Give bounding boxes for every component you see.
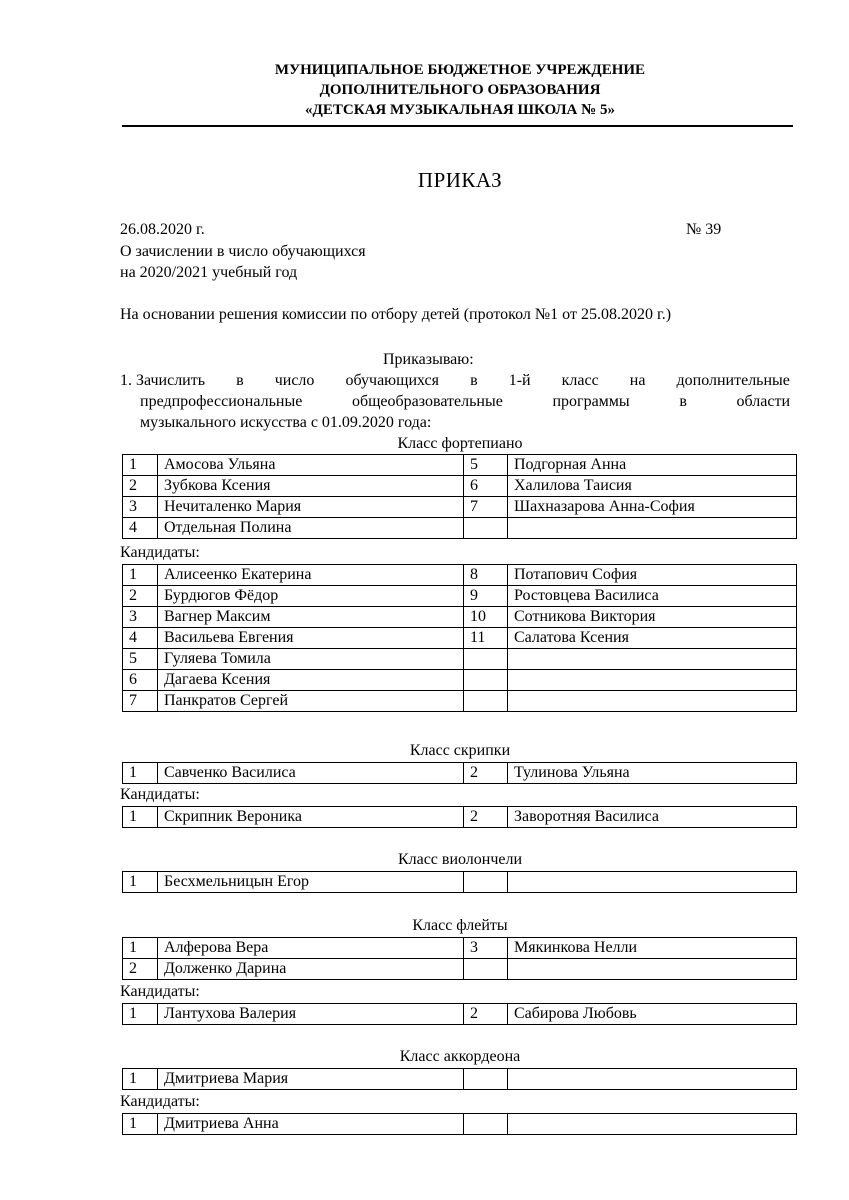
item1-line-1 [120, 371, 790, 391]
row-number: 3 [123, 497, 158, 518]
item1-line-2 [140, 392, 790, 412]
table-row [123, 518, 797, 539]
row-number: 1 [123, 1114, 158, 1135]
student-name: Долженко Дарина [158, 959, 464, 980]
student-name: Алисеенко Екатерина [158, 565, 464, 586]
row-number [464, 872, 508, 893]
student-name: Подгорная Анна [508, 455, 797, 476]
order-date: 26.08.2020 г. [120, 221, 205, 238]
row-number: 3 [123, 607, 158, 628]
row-number: 1 [123, 1069, 158, 1090]
table-row [123, 497, 797, 518]
row-number: 1 [123, 938, 158, 959]
accordion-candidates-table [122, 1113, 797, 1135]
class-title-piano: Класс фортепиано [397, 435, 523, 452]
student-name [508, 670, 797, 691]
class-title-violin: Класс скрипки [409, 742, 511, 759]
row-number: 10 [464, 607, 508, 628]
table-row [123, 670, 797, 691]
table-row [123, 649, 797, 670]
student-name [508, 872, 797, 893]
table-row [123, 607, 797, 628]
row-number: 1 [123, 565, 158, 586]
table-row [123, 691, 797, 712]
table-row [123, 1114, 797, 1135]
basis-text: На основании решения комиссии по отбору детей (протокол №1 от 25.08.2020 г.) [120, 306, 672, 323]
table-row [123, 476, 797, 497]
student-name: Савченко Василиса [158, 763, 464, 784]
order-word: Приказываю: [383, 351, 474, 368]
row-number [464, 1069, 508, 1090]
row-number: 1 [123, 807, 158, 828]
subject-line-1: О зачислении в число обучающихся [120, 243, 366, 260]
row-number: 5 [464, 455, 508, 476]
table-row [123, 565, 797, 586]
word: в [236, 372, 244, 389]
table-row [123, 807, 797, 828]
student-name: Амосова Ульяна [158, 455, 464, 476]
student-name: Ростовцева Василиса [508, 586, 797, 607]
row-number: 2 [123, 586, 158, 607]
student-name: Бесхмельницын Егор [158, 872, 464, 893]
student-name: Халилова Таисия [508, 476, 797, 497]
row-number: 1 [123, 872, 158, 893]
student-name: Алферова Вера [158, 938, 464, 959]
student-name: Салатова Ксения [508, 628, 797, 649]
table-row [123, 938, 797, 959]
violin-candidates-table [122, 806, 797, 828]
student-name: Мякинкова Нелли [508, 938, 797, 959]
row-number: 1 [123, 763, 158, 784]
row-number: 4 [123, 628, 158, 649]
row-number: 1 [123, 1004, 158, 1025]
piano-candidates-table [122, 564, 797, 712]
row-number: 4 [123, 518, 158, 539]
table-row [123, 455, 797, 476]
word: число [274, 372, 315, 389]
row-number: 7 [123, 691, 158, 712]
table-row [123, 586, 797, 607]
student-name: Дагаева Ксения [158, 670, 464, 691]
word: в [679, 393, 687, 410]
org-line-1: МУНИЦИПАЛЬНОЕ БЮДЖЕТНОЕ УЧРЕЖДЕНИЕ [274, 62, 646, 78]
word: в [470, 372, 478, 389]
word: 1-й [508, 372, 531, 389]
row-number: 2 [464, 763, 508, 784]
student-name: Гуляева Томила [158, 649, 464, 670]
table-row [123, 628, 797, 649]
row-number: 1 [123, 455, 158, 476]
student-name: Заворотняя Василиса [508, 807, 797, 828]
word: дополнительные [676, 372, 790, 389]
student-name [508, 1069, 797, 1090]
cello-table [122, 871, 797, 893]
row-number: 2 [123, 476, 158, 497]
piano-table [122, 454, 797, 539]
word: области [736, 393, 790, 410]
student-name [508, 959, 797, 980]
student-name: Шахназарова Анна-София [508, 497, 797, 518]
student-name [508, 1114, 797, 1135]
order-number: № 39 [686, 221, 722, 238]
table-row [123, 1004, 797, 1025]
candidates-label-flute: Кандидаты: [120, 983, 200, 1000]
student-name: Панкратов Сергей [158, 691, 464, 712]
header-divider [122, 125, 793, 127]
class-title-flute: Класс флейты [412, 917, 508, 934]
subject-line-2: на 2020/2021 учебный год [120, 264, 298, 281]
student-name: Потапович София [508, 565, 797, 586]
violin-table [122, 762, 797, 784]
row-number: 5 [123, 649, 158, 670]
student-name [508, 649, 797, 670]
row-number: 6 [464, 476, 508, 497]
row-number [464, 691, 508, 712]
student-name: Скрипник Вероника [158, 807, 464, 828]
student-name: Нечиталенко Мария [158, 497, 464, 518]
item1-line-3: музыкального искусства с 01.09.2020 года: [140, 414, 432, 431]
flute-candidates-table [122, 1003, 797, 1025]
row-number: 7 [464, 497, 508, 518]
row-number [464, 670, 508, 691]
word: программы [552, 393, 630, 410]
organization-header [120, 60, 800, 120]
candidates-label-piano: Кандидаты: [120, 544, 200, 561]
student-name: Бурдюгов Фёдор [158, 586, 464, 607]
table-row [123, 872, 797, 893]
student-name: Васильева Евгения [158, 628, 464, 649]
row-number: 2 [464, 807, 508, 828]
word: обучающихся [345, 372, 439, 389]
table-row [123, 959, 797, 980]
row-number [464, 518, 508, 539]
student-name: Лантухова Валерия [158, 1004, 464, 1025]
row-number: 3 [464, 938, 508, 959]
candidates-label-accordion: Кандидаты: [120, 1093, 200, 1110]
row-number: 8 [464, 565, 508, 586]
row-number: 2 [123, 959, 158, 980]
class-title-accordion: Класс аккордеона [399, 1048, 521, 1065]
candidates-label-violin: Кандидаты: [120, 786, 200, 803]
student-name: Сотникова Виктория [508, 607, 797, 628]
row-number [464, 649, 508, 670]
document-title: ПРИКАЗ [417, 168, 503, 192]
student-name: Зубкова Ксения [158, 476, 464, 497]
accordion-table [122, 1068, 797, 1090]
student-name: Вагнер Максим [158, 607, 464, 628]
table-row [123, 763, 797, 784]
word: на [629, 372, 646, 389]
org-line-2: ДОПОЛНИТЕЛЬНОГО ОБРАЗОВАНИЯ [319, 82, 601, 98]
word: общеобразовательные [351, 393, 503, 410]
word: предпрофессиональные [140, 393, 303, 410]
student-name: Дмитриева Мария [158, 1069, 464, 1090]
row-number: 2 [464, 1004, 508, 1025]
student-name: Отдельная Полина [158, 518, 464, 539]
table-row [123, 1069, 797, 1090]
student-name: Сабирова Любовь [508, 1004, 797, 1025]
row-number: 11 [464, 628, 508, 649]
org-line-3: «ДЕТСКАЯ МУЗЫКАЛЬНАЯ ШКОЛА № 5» [305, 102, 615, 118]
class-title-cello: Класс виолончели [397, 851, 523, 868]
student-name: Дмитриева Анна [158, 1114, 464, 1135]
row-number [464, 1114, 508, 1135]
row-number: 6 [123, 670, 158, 691]
word: 1. Зачислить [120, 372, 206, 389]
student-name [508, 518, 797, 539]
flute-table [122, 937, 797, 980]
student-name [508, 691, 797, 712]
word: класс [561, 372, 599, 389]
row-number [464, 959, 508, 980]
student-name: Тулинова Ульяна [508, 763, 797, 784]
row-number: 9 [464, 586, 508, 607]
